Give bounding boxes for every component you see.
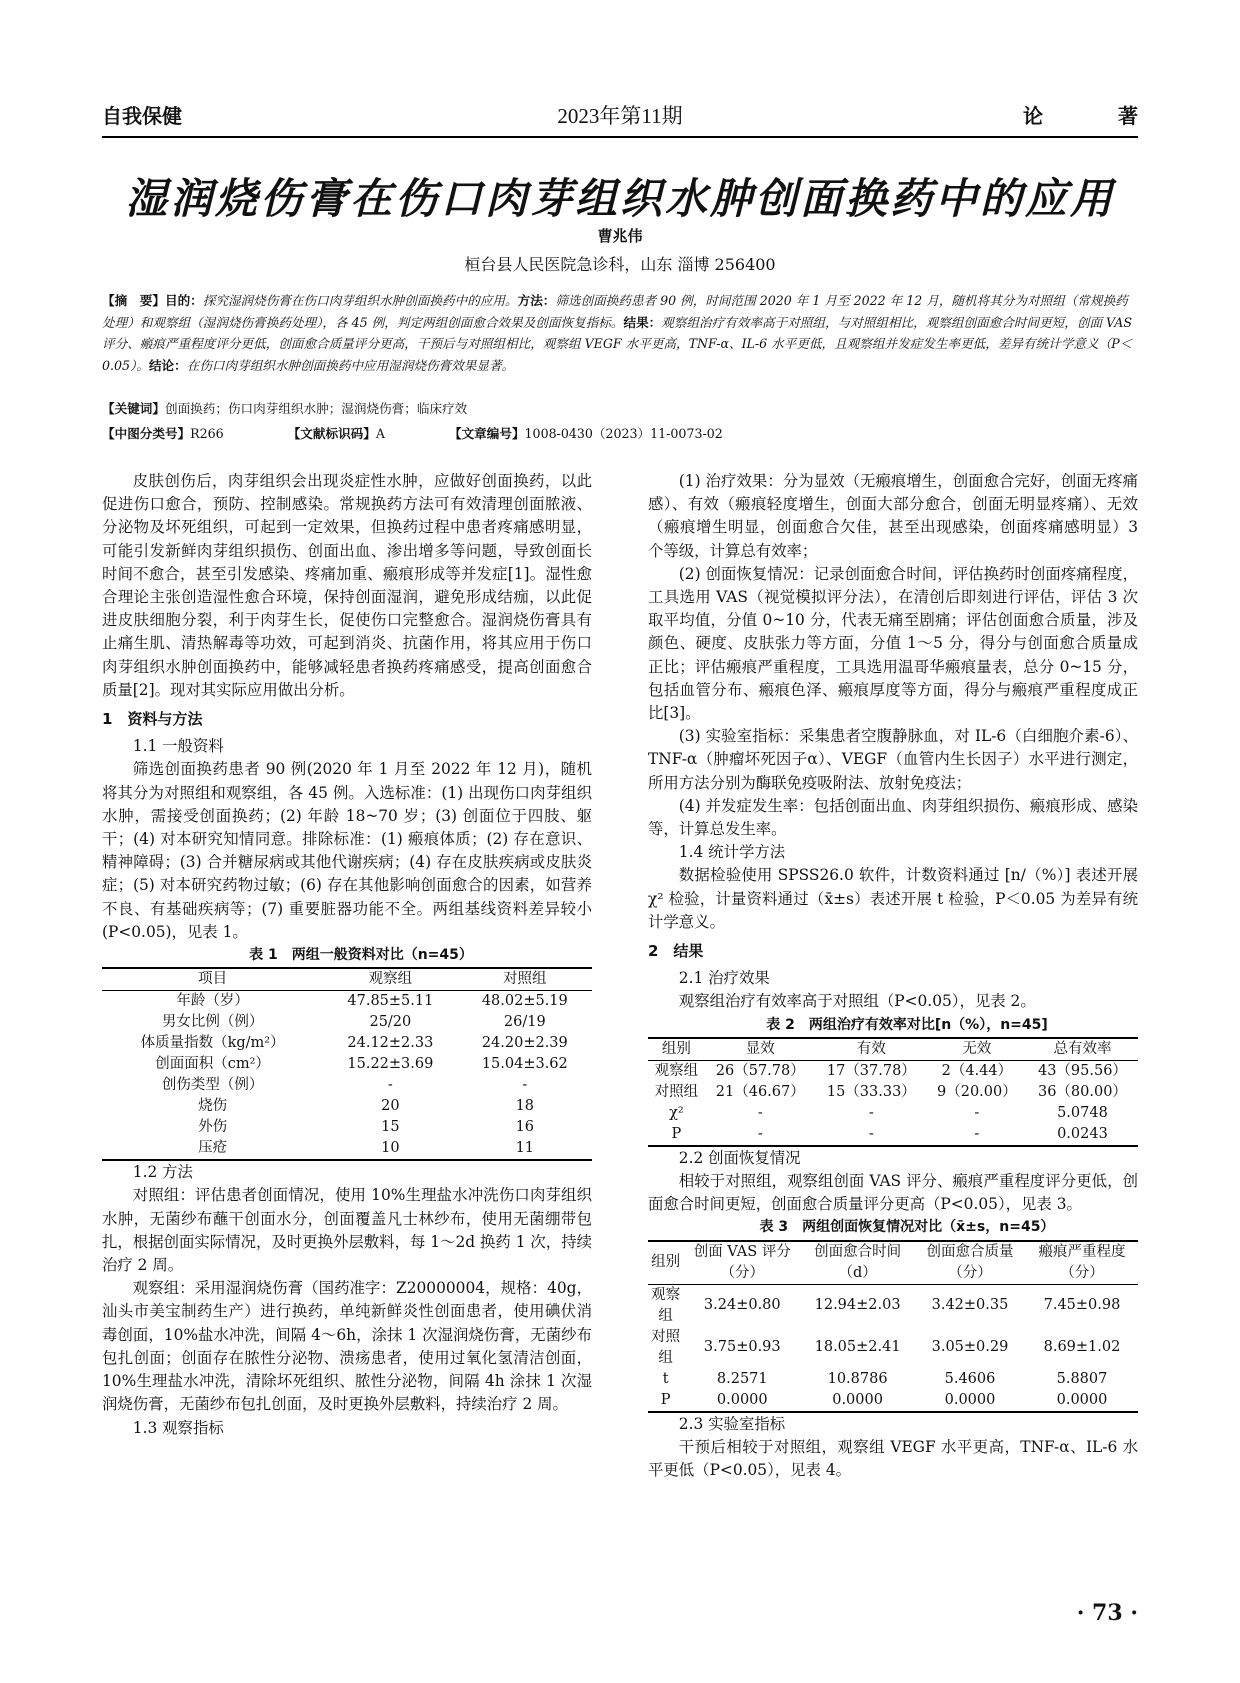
t3-header-cell: 创面 VAS 评分（分） — [683, 1241, 801, 1285]
section-1-3-heading: 1.3 观察指标 — [132, 1418, 224, 1437]
table-cell: 对照组 — [654, 1083, 699, 1100]
table-cell: 3.24±0.80 — [703, 1297, 781, 1314]
keywords-label: 【关键词】 — [102, 401, 165, 416]
table-cell: 26（57.78） — [715, 1062, 805, 1079]
result-label: 结果： — [623, 314, 662, 330]
cls-value: R266 — [190, 426, 224, 441]
table-cell: 5.8807 — [1056, 1370, 1108, 1387]
table-cell: P — [660, 1391, 671, 1408]
conclusion-text: 在伤口肉芽组织水肿创面换药中应用湿润烧伤膏效果显著。 — [186, 357, 515, 373]
t3-header-row — [648, 1241, 1138, 1285]
table-cell: 3.75±0.93 — [703, 1339, 781, 1356]
table-2 — [648, 1037, 1138, 1147]
section-2-1-heading: 2.1 治疗效果 — [678, 969, 770, 988]
table-cell: 15（33.33） — [826, 1083, 916, 1100]
keywords — [102, 398, 1138, 417]
table-row — [648, 1124, 1138, 1146]
table-cell: P — [671, 1125, 682, 1142]
objective-text: 探究湿润烧伤膏在伤口肉芽组织水肿创面换药中的应用。 — [202, 293, 518, 308]
table-cell: 0.0000 — [832, 1391, 883, 1408]
table-3-caption: 表 3 两组创面恢复情况对比（x̄±s，n=45） — [759, 1219, 1055, 1236]
page-number: · 73 · — [1076, 1600, 1138, 1626]
table-cell: 烧伤 — [198, 1098, 228, 1115]
section-2-heading: 2 结果 — [648, 942, 704, 961]
table-cell: 5.0748 — [1057, 1104, 1108, 1121]
observation-item-1: (1) 治疗效果：分为显效（无瘢痕增生，创面愈合完好，创面无疼痛感）、有效（瘢痕轻度增生，创面大部分愈合，创面无明显疼痛）、无效（瘢痕增生明显，创面愈合欠佳，甚至出现感染，创面疼痛感明显）3 个等级，计算总有效率； — [648, 472, 1138, 560]
issue-label: 2023年第11期 — [557, 104, 683, 128]
table-3 — [648, 1240, 1138, 1413]
table-cell: χ² — [669, 1104, 684, 1121]
t1-header-cell: 观察组 — [323, 968, 457, 991]
table-row — [102, 1054, 592, 1075]
t2-header-cell: 组别 — [648, 1038, 705, 1061]
t1-header-row — [102, 968, 592, 991]
table-cell: 观察组 — [654, 1062, 699, 1079]
table-cell: 18 — [515, 1098, 535, 1115]
table-cell: 25/20 — [369, 1014, 412, 1031]
table-row — [648, 1082, 1138, 1103]
table-cell: 0.0000 — [1056, 1391, 1108, 1408]
table-cell: - — [974, 1125, 980, 1142]
t3-header-cell: 组别 — [648, 1241, 683, 1285]
table-cell: 外伤 — [198, 1119, 228, 1136]
doc-value: A — [375, 426, 385, 441]
table-cell: - — [522, 1077, 528, 1094]
t2-header-row — [648, 1038, 1138, 1061]
t3-header-cell: 创面愈合时间（d） — [801, 1241, 914, 1285]
t3-header-cell: 瘢痕严重程度（分） — [1026, 1241, 1138, 1285]
table-cell: 20 — [381, 1098, 400, 1115]
section-2-3-heading: 2.3 实验室指标 — [678, 1414, 786, 1433]
table-1-caption: 表 1 两组一般资料对比（n=45） — [249, 947, 473, 964]
table-cell: 5.4606 — [944, 1370, 996, 1387]
table-cell: 43（95.56） — [1037, 1062, 1127, 1079]
table-cell: 0.0000 — [944, 1391, 996, 1408]
table-row — [102, 1138, 592, 1160]
t2-header-cell: 总有效率 — [1027, 1038, 1138, 1061]
table-row — [648, 1284, 1138, 1327]
t2-header-cell: 无效 — [927, 1038, 1027, 1061]
table-2-caption: 表 2 两组治疗有效率对比[n（%），n=45] — [766, 1016, 1048, 1033]
table-row — [648, 1369, 1138, 1390]
section-2-3-text: 干预后相较于对照组，观察组 VEGF 水平更高，TNF-α、IL-6 水平更低（P<0.05），见表 4。 — [648, 1437, 1138, 1480]
t2-header-cell: 有效 — [816, 1038, 927, 1061]
table-row — [102, 1033, 592, 1054]
table-cell: - — [757, 1125, 763, 1142]
table-cell: 11 — [515, 1140, 535, 1157]
table-cell: 15.04±3.62 — [481, 1056, 568, 1073]
table-cell: 体质量指数（kg/m²） — [140, 1035, 285, 1052]
t3-header-cell: 创面愈合质量（分） — [914, 1241, 1026, 1285]
section-1-heading: 1 资料与方法 — [102, 710, 203, 729]
table-cell: 0.0243 — [1057, 1125, 1108, 1142]
objective-label: 目的： — [164, 293, 203, 308]
table-cell: 26/19 — [503, 1014, 546, 1031]
art-label: 【文章编号】 — [448, 426, 525, 441]
table-cell: - — [757, 1104, 763, 1121]
observation-method-text: 观察组：采用湿润烧伤膏（国药准字：Z20000004，规格：40g，汕头市美宝制药生产）进行换药，单纯新鲜炎性创面患者，使用碘伏消毒创面，10%盐水冲洗，间隔 4～6h，涂抹 1 次湿润烧伤膏，无菌纱布包扎创面；创面存在脓性分泌物、溃疡患者，使用过氧化氢清洁创面，10%生理盐水冲洗，清除坏死组织、脓性分泌物，间隔 4h 涂抹 1 次湿润烧伤膏，无菌纱布包扎创面，及时更换外层敷料，持续治疗 2 周。 — [102, 1279, 592, 1414]
table-cell: 对照组 — [651, 1328, 681, 1366]
section-2-2-heading: 2.2 创面恢复情况 — [678, 1148, 801, 1167]
author: 曹兆伟 — [597, 227, 643, 245]
control-method-text: 对照组：评估患者创面情况，使用 10%生理盐水冲洗伤口肉芽组织水肿，无菌纱布蘸干创面水分，创面覆盖凡士林纱布，使用无菌绷带包扎，根据创面实际情况，及时更换外层敷料，每 1～2d 换药 1 次，持续治疗 2 周。 — [102, 1186, 592, 1275]
table-cell: 压疮 — [198, 1140, 228, 1157]
table-row — [648, 1390, 1138, 1412]
table-cell: 15 — [381, 1119, 400, 1136]
table-cell: 3.05±0.29 — [931, 1339, 1009, 1356]
table-cell: - — [387, 1077, 393, 1094]
table-cell: - — [974, 1104, 980, 1121]
table-row — [648, 1060, 1138, 1082]
table-cell: 观察组 — [651, 1286, 681, 1324]
table-cell: t — [662, 1370, 669, 1387]
table-cell: 年龄（岁） — [176, 993, 249, 1010]
abstract-label: 【摘 要】 — [102, 293, 165, 308]
table-1 — [102, 967, 592, 1161]
section-1-1-heading: 1.1 一般资料 — [132, 737, 224, 756]
t1-header-cell: 项目 — [102, 968, 323, 991]
result-text: 观察组治疗有效率高于对照组，与对照组相比，观察组创面愈合时间更短，创面 VAS 评分、瘢痕严重程度评分更低，创面愈合质量评分更高，干预后与对照组相比，观察组 VEGF 水平更高，TNF-α、IL-6 水平更低，且观察组并发症发生率更低，差异有统计学意义（P＜0.05）。 — [102, 314, 1133, 373]
table-row — [648, 1327, 1138, 1369]
classification-line — [102, 423, 1138, 442]
section-label: 论 著 — [1023, 104, 1172, 128]
method-text: 筛选创面换药患者 90 例，时间范围 2020 年 1 月至 2022 年 12 月，随机将其分为对照组（常规换药处理）和观察组（湿润烧伤膏换药处理），各 45 例，判定两组创面愈合效果及创面恢复指标。 — [102, 293, 1128, 330]
t2-header-cell: 显效 — [705, 1038, 816, 1061]
table-cell: 15.22±3.69 — [347, 1056, 434, 1073]
table-cell: - — [868, 1125, 874, 1142]
article-title: 湿润烧伤膏在伤口肉芽组织水肿创面换药中的应用 — [124, 174, 1115, 223]
journal-name: 自我保健 — [102, 104, 182, 128]
running-header — [102, 96, 1172, 138]
table-cell: 18.05±2.41 — [814, 1339, 901, 1356]
cls-label: 【中图分类号】 — [102, 426, 191, 441]
section-1-1-text: 筛选创面换药患者 90 例(2020 年 1 月至 2022 年 12 月)，随机将其分为对照组和观察组，各 45 例。入选标准：(1) 出现伤口肉芽组织水肿，需接受创面换药；(2) 年龄 18~70 岁；(3) 创面位于四肢、躯干；(4) 对本研究知情同意。排除标准：(1) 瘢痕体质；(2) 存在意识、精神障碍；(3) 合并糖尿病或其他代谢疾病；(4) 存在皮肤疾病或皮肤炎症；(5) 对本研究药物过敏；(6) 存在其他影响创面愈合的因素，如营养不良、有基础疾病等；(7) 重要脏器功能不全。两组基线资料差异较小 (P<0.05)，见表 1。 — [102, 760, 592, 941]
table-cell: 17（37.78） — [826, 1062, 916, 1079]
table-row — [102, 1075, 592, 1096]
table-cell: 8.2571 — [716, 1370, 768, 1387]
observation-item-4: (4) 并发症发生率：包括创面出血、肉芽组织损伤、瘢痕形成、感染等，计算总发生率。 — [648, 796, 1138, 839]
table-cell: 12.94±2.03 — [814, 1297, 901, 1314]
table-cell: 0.0000 — [716, 1391, 768, 1408]
affiliation: 桓台县人民医院急诊科，山东 淄博 256400 — [464, 255, 776, 274]
table-cell: 10 — [381, 1140, 400, 1157]
table-cell: 24.20±2.39 — [481, 1035, 568, 1052]
doc-label: 【文献标识码】 — [287, 426, 376, 441]
table-row — [102, 1096, 592, 1117]
table-cell: 创面面积（cm²） — [155, 1056, 270, 1073]
table-cell: 8.69±1.02 — [1043, 1339, 1121, 1356]
table-row — [102, 991, 592, 1013]
table-cell: 36（80.00） — [1037, 1083, 1127, 1100]
table-cell: 7.45±0.98 — [1043, 1297, 1121, 1314]
table-cell: 男女比例（例） — [161, 1014, 264, 1031]
observation-item-3: (3) 实验室指标：采集患者空腹静脉血，对 IL-6（白细胞介素-6）、TNF-α（肿瘤坏死因子α）、VEGF（血管内生长因子）水平进行测定，所用方法分别为酶联免疫吸附法、放射免疫法； — [648, 727, 1138, 792]
section-2-1-text: 观察组治疗有效率高于对照组（P<0.05），见表 2。 — [678, 992, 1036, 1011]
table-cell: 48.02±5.19 — [481, 993, 568, 1010]
table-cell: 9（20.00） — [937, 1083, 1017, 1100]
table-cell: 16 — [515, 1119, 535, 1136]
abstract — [102, 290, 1138, 376]
section-2-2-text: 相较于对照组，观察组创面 VAS 评分、瘢痕严重程度评分更低，创面愈合时间更短，创面愈合质量评分更高（P<0.05），见表 3。 — [648, 1172, 1138, 1214]
t1-header-cell: 对照组 — [458, 968, 592, 991]
table-cell: 2（4.44） — [941, 1062, 1013, 1079]
table-cell: 3.42±0.35 — [931, 1297, 1009, 1314]
art-value: 1008-0430（2023）11-0073-02 — [524, 426, 723, 441]
table-row — [102, 1117, 592, 1138]
table-cell: 10.8786 — [827, 1370, 888, 1387]
left-column — [102, 470, 592, 1440]
table-cell: 21（46.67） — [715, 1083, 805, 1100]
table-row — [102, 1012, 592, 1033]
keywords-text: 创面换药；伤口肉芽组织水肿；湿润烧伤膏；临床疗效 — [164, 401, 468, 416]
observation-item-2: (2) 创面恢复情况：记录创面愈合时间，评估换药时创面疼痛程度，工具选用 VAS（视觉模拟评分法），在清创后即刻进行评估，评估 3 次取平均值，分值 0~10 分，代表无痛至剧痛；评估创面愈合质量，涉及颜色、硬度、皮肤张力等方面，分值 1～5 分，得分与创面愈合质量成正比；评估瘢痕严重程度，工具选用温哥华瘢痕量表，总分 0~15 分，包括血管分布、瘢痕色泽、瘢痕厚度等方面，得分与瘢痕严重程度成正比[3]。 — [648, 564, 1138, 723]
section-1-4-heading: 1.4 统计学方法 — [678, 843, 786, 862]
table-cell: - — [868, 1104, 874, 1121]
conclusion-label: 结论： — [148, 357, 187, 373]
table-cell: 47.85±5.11 — [347, 993, 434, 1010]
section-1-2-heading: 1.2 方法 — [132, 1163, 193, 1182]
method-label: 方法： — [517, 293, 556, 308]
right-column — [648, 470, 1138, 1482]
intro-paragraph: 皮肤创伤后，肉芽组织会出现炎症性水肿，应做好创面换药，以此促进伤口愈合，预防、控制感染。常规换药方法可有效清理创面脓液、分泌物及坏死组织，可起到一定效果，但换药过程中患者疼痛感明显，可能引发新鲜肉芽组织损伤、创面出血、渗出增多等问题，导致创面长时间不愈合，甚至引发感染、疼痛加重、瘢痕形成等并发症[1]。湿性愈合理论主张创造湿性愈合环境，保持创面湿润，避免形成结痂，以此促进皮肤细胞分裂，利于肉芽生长，促使伤口完整愈合。湿润烧伤膏具有止痛生肌、清热解毒等功效，可起到消炎、抗菌作用，将其应用于伤口肉芽组织水肿创面换药中，能够减轻患者换药疼痛感受，提高创面愈合质量[2]。现对其实际应用做出分析。 — [102, 472, 592, 699]
table-cell: 创伤类型（例） — [161, 1077, 264, 1094]
table-row — [648, 1103, 1138, 1124]
table-cell: 24.12±2.33 — [347, 1035, 434, 1052]
section-1-4-text: 数据检验使用 SPSS26.0 软件，计数资料通过 [n/（%）] 表述开展 χ² 检验，计量资料通过（x̄±s）表述开展 t 检验，P＜0.05 为差异有统计学意义。 — [648, 866, 1138, 931]
